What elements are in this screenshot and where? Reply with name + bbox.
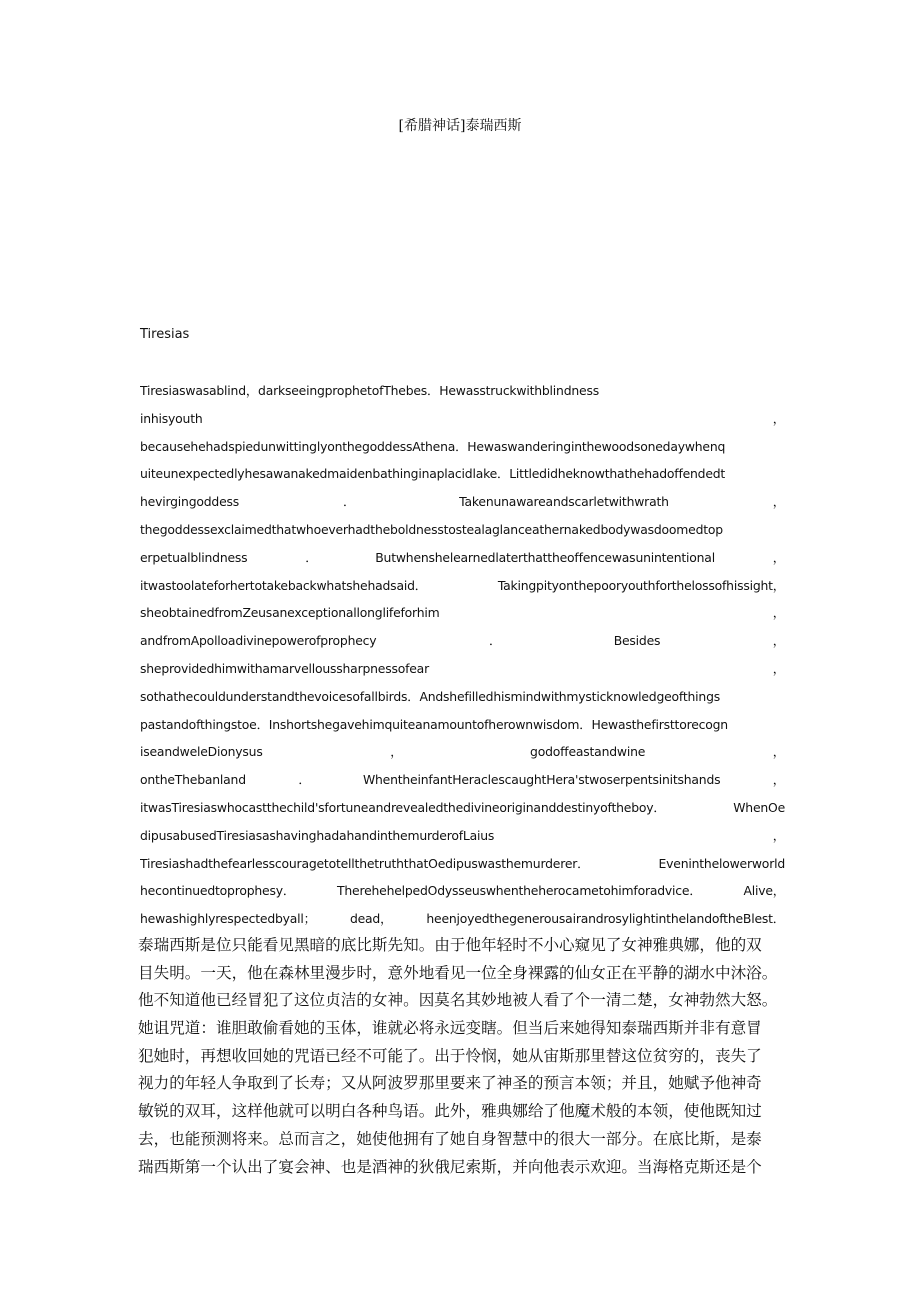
english-line [140,548,785,576]
english-line-text: itwasTiresiaswhocastthechild'sfortuneandrevealedthedivineoriginanddestinyoftheboy． [140,799,666,815]
english-line-text: hecontinuedtoprophesy． [140,883,296,899]
english-line-text: itwastoolateforhertotakebackwhatshehadsaid． [140,577,427,593]
english-line-text: sheobtainedfromZeusanexceptionallonglifeforhim [140,605,440,621]
english-line-text: ， [772,494,785,510]
english-line-text: ， [772,827,785,843]
english-line-text: Tiresiaswasablind，darkseeingprophetofThebes．Hewasstruckwithblindness [140,383,599,398]
english-line-text: Takenunawareandscarletwithwrath [459,494,669,510]
english-line [140,770,785,798]
english-line-text: ， [772,605,785,621]
english-line-text: ， [772,633,785,649]
english-line-text: heenjoyedthegenerousairandrosylightinthelandoftheBlest． [426,911,785,927]
english-line-text: hevirgingoddess [140,494,239,510]
english-line-text: hewashighlyrespectedbyall； [140,911,316,927]
chinese-line: 犯她时，再想收回她的咒语已经不可能了。出于怜悯，她从宙斯那里替这位贫穷的，丧失了 [138,1046,762,1065]
english-line-text: uiteunexpectedlyhesawanakedmaidenbathinginaplacidlake．Littledidheknowthathehadoffendedt [140,466,726,482]
english-line-text: ， [772,549,785,565]
english-line-text: TiresiashadthefearlesscouragetotellthetruththatOedipuswasthemurderer． [140,855,590,871]
chinese-paragraph [138,933,788,1182]
english-line-text: WhentheinfantHeraclescaughtHera'stwoserpentsinitshands [362,772,721,788]
english-line-text: ， [772,410,785,426]
english-line [140,464,785,492]
english-line-text: ， [772,660,785,676]
chinese-line: 他不知道他已经冒犯了这位贞洁的女神。因莫名其妙地被人看了个一清二楚，女神勃然大怒。 [138,991,778,1010]
english-line-text: Butwhenshelearnedlaterthattheoffencewasunintentional [375,549,715,565]
chinese-line: 她诅咒道：谁胆敢偷看她的玉体，谁就必将永远变瞎。但当后来她得知泰瑞西斯并非有意冒 [138,1019,762,1038]
english-line-text: becausehehadspiedunwittinglyonthegoddessAthena．Hewaswanderinginthewoodsonedaywhenq [140,438,726,454]
english-line-text: ． [488,633,502,649]
document-title: [希腊神话]泰瑞西斯 [398,118,522,134]
english-line-text: dipusabusedTiresiasashavinghadahandinthemurderofLaius [140,827,495,843]
english-line-text: dead， [349,911,393,927]
english-line-text: sothathecouldunderstandthevoicesofallbirds．Andshefilledhismindwithmysticknowledgeofthings [140,688,720,704]
english-line [140,798,785,826]
english-line-text: inhisyouth [140,410,203,426]
english-line-text: andfromApolloadivinepowerofprophecy [140,633,377,649]
chinese-line: 泰瑞西斯是位只能看见黑暗的底比斯先知。由于他年轻时不小心窥见了女神雅典娜，他的双 [138,936,762,954]
english-line [140,576,785,604]
english-line-text: Besides [613,633,661,649]
english-line-text: Eveninthelowerworld [658,855,785,871]
english-line [140,520,785,548]
english-line-text: sheprovidedhimwithamarvelloussharpnessofear [140,660,429,676]
english-line-text: ， [772,744,785,760]
english-line [140,687,785,715]
english-line-text: godoffeastandwine [530,744,646,760]
chinese-line: 去，也能预测将来。总而言之，她使他拥有了她自身智慧中的很大一部分。在底比斯，是泰 [138,1129,762,1148]
english-paragraph [140,381,785,937]
english-line-text: ． [342,494,356,510]
english-line [140,881,785,909]
english-line-text: Takingpityonthepooryouthforthelossofhissight， [497,577,785,593]
english-line [140,631,785,659]
chinese-line: 瑞西斯第一个认出了宴会神、也是酒神的狄俄尼索斯，并向他表示欢迎。当海格克斯还是个 [138,1157,762,1176]
english-line [140,603,785,631]
english-line [140,409,785,437]
english-line [140,381,785,409]
english-line [140,492,785,520]
english-line-text: thegoddessexclaimedthatwhoeverhadtheboldnesstostealaglanceathernakedbodywasdoomedtop [140,521,723,537]
english-line [140,854,785,882]
english-line [140,659,785,687]
english-line-text: TherehehelpedOdysseuswhentheherocametohimforadvice． [337,883,702,899]
chinese-line: 目失明。一天，他在森林里漫步时，意外地看见一位全身裸露的仙女正在平静的湖水中沐浴。 [138,963,778,982]
chinese-line: 视力的年轻人争取到了长寿；又从阿波罗那里要来了神圣的预言本领；并且，她赋予他神奇 [138,1074,762,1093]
english-line-text: ， [772,772,785,788]
section-heading: Tiresias [140,327,190,342]
english-line [140,437,785,465]
english-line [140,742,785,770]
english-line-text: erpetualblindness [140,549,248,565]
english-line-text: Alive， [743,883,785,899]
english-line [140,826,785,854]
english-line-text: ． [298,772,311,788]
english-line-text: WhenOe [733,799,785,815]
english-line-text: pastandofthingstoe．Inshortshegavehimquiteanamountofherownwisdom．Hewasthefirsttorecogn [140,716,728,732]
english-line [140,715,785,743]
english-line-text: iseandweleDionysus [140,744,263,760]
chinese-line: 敏锐的双耳，这样他就可以明白各种鸟语。此外，雅典娜给了他魔术般的本领，使他既知过 [138,1102,762,1121]
english-line-text: ， [390,744,403,760]
english-line-text: ． [305,549,318,565]
english-line-text: ontheThebanland [140,772,246,788]
